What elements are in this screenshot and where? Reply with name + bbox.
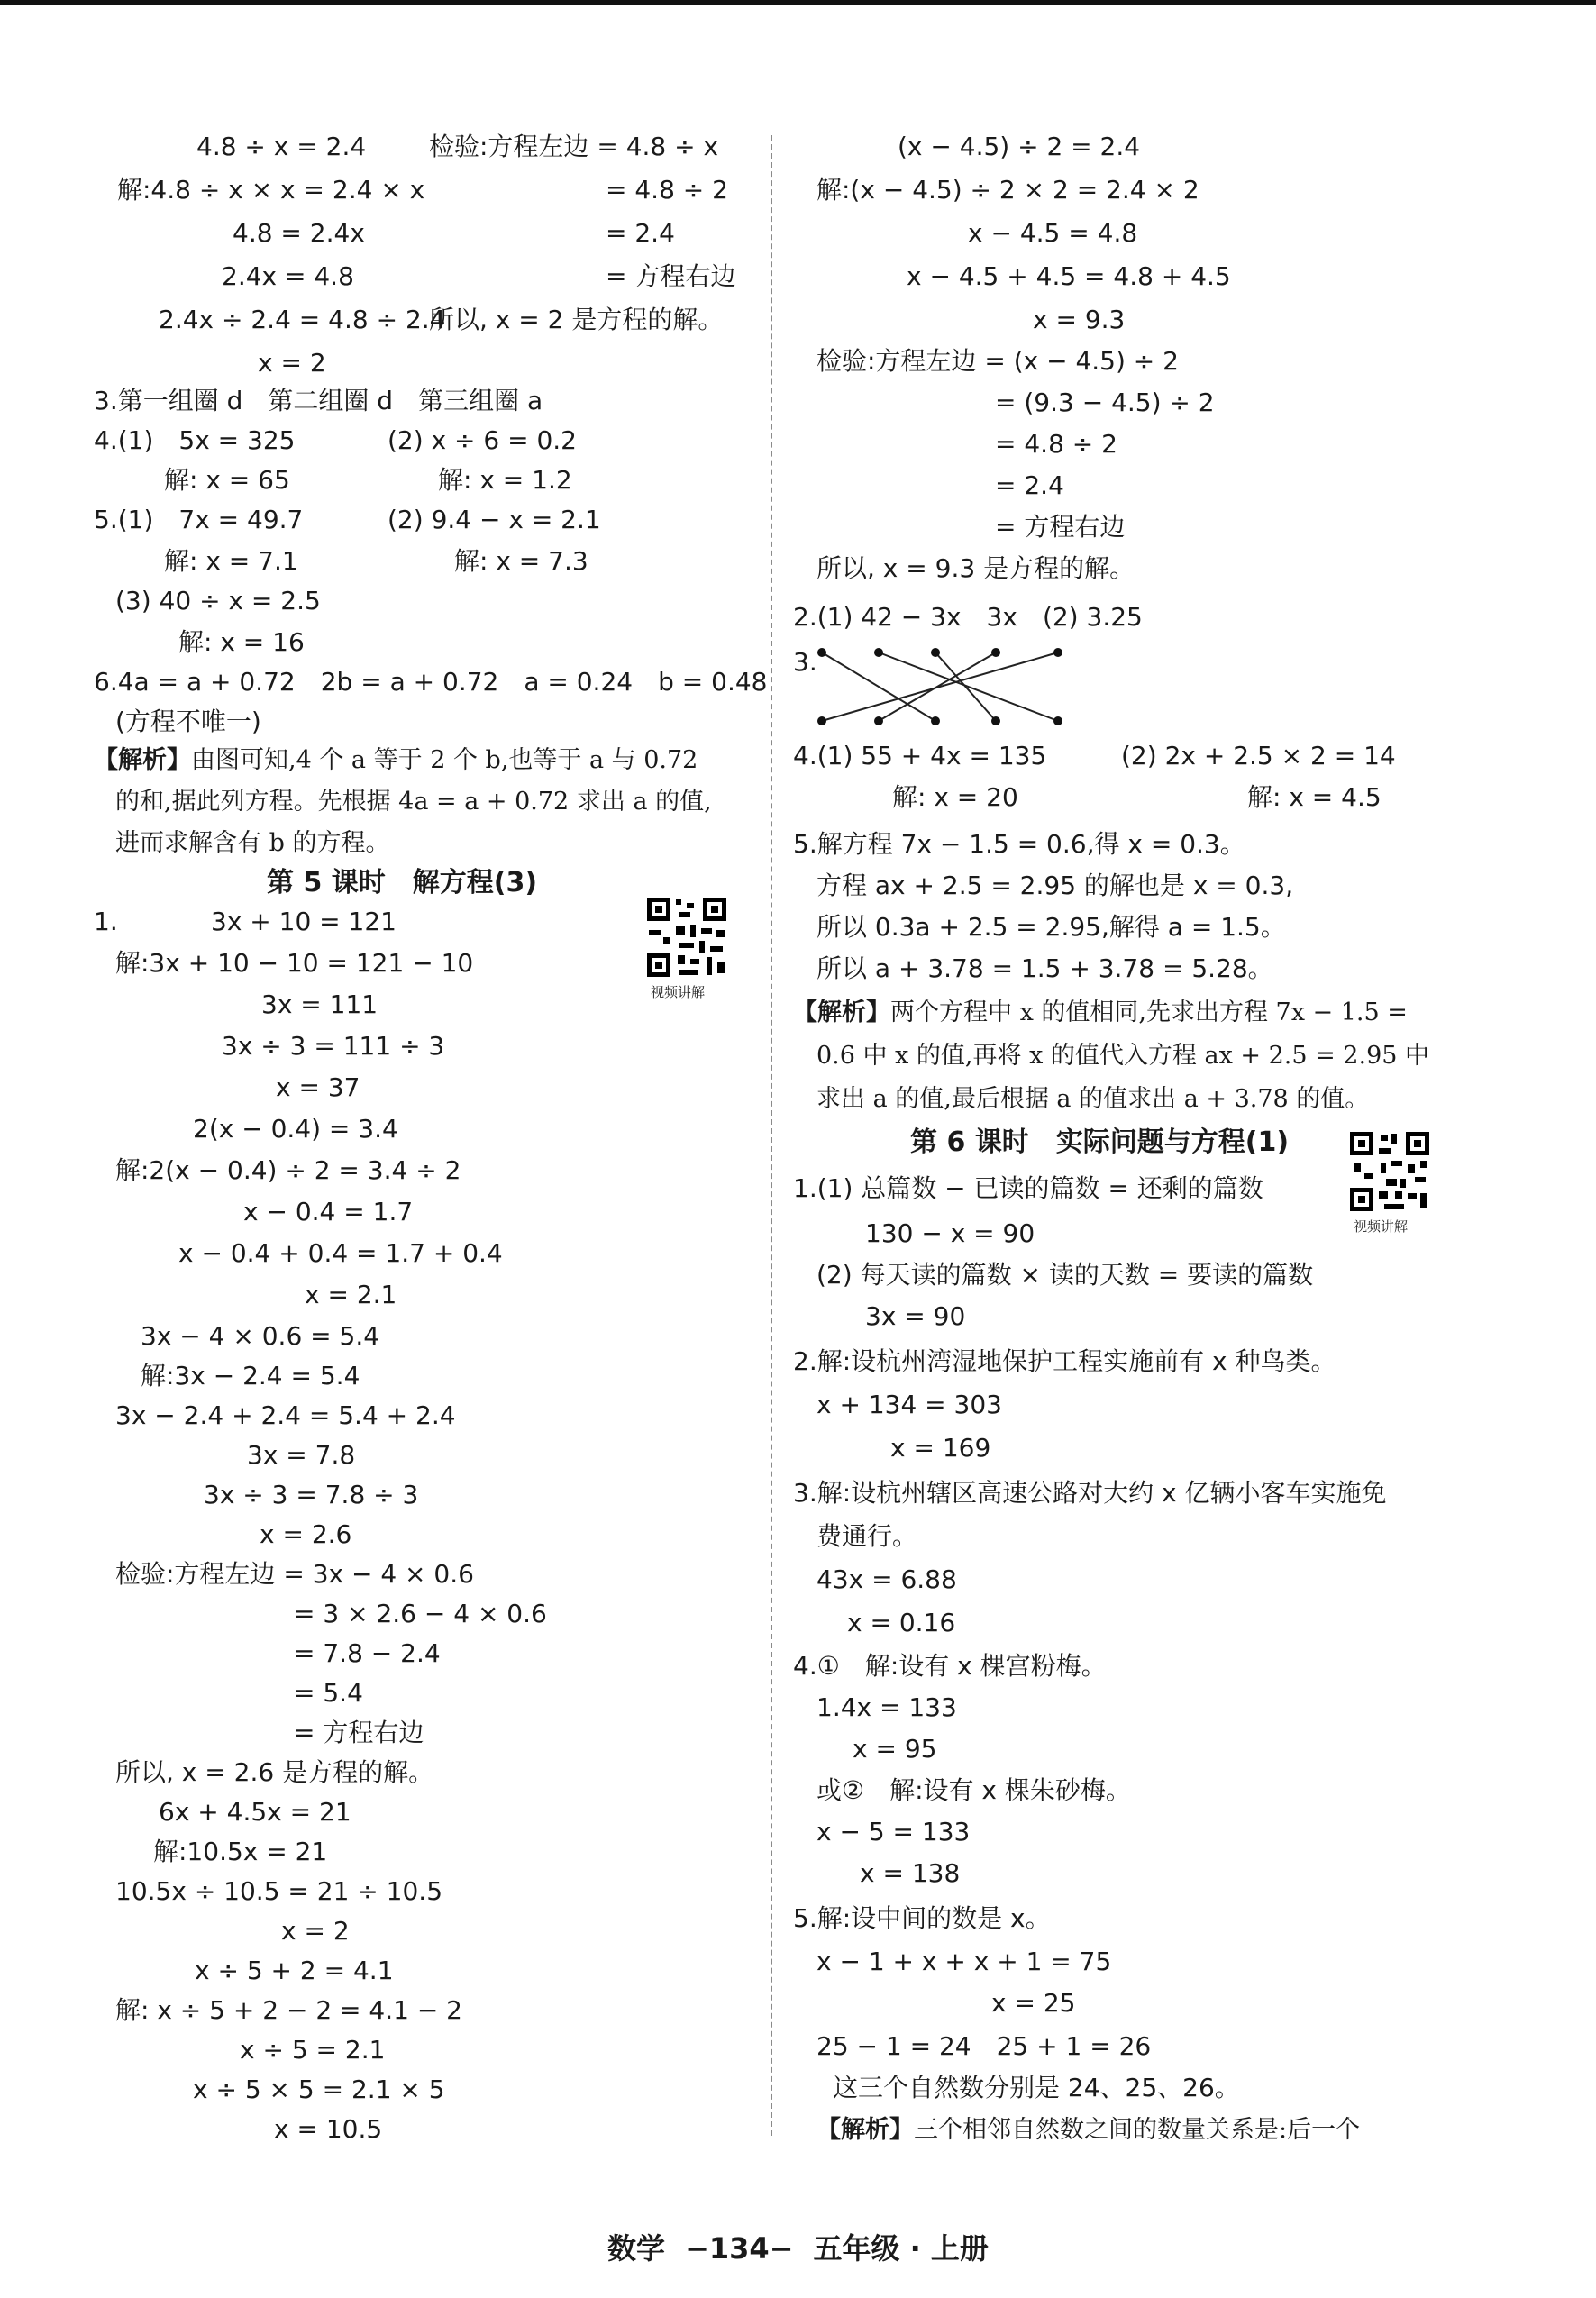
analysis-text: 0.6 中 x 的值,再将 x 的值代入方程 ax + 2.5 = 2.95 中	[816, 1042, 1430, 1070]
check-line: = 方程右边	[995, 512, 1126, 542]
question-5: x − 1 + x + x + 1 = 75	[816, 1947, 1112, 1976]
equation-line: 4.8 ÷ x = 2.4	[196, 132, 367, 161]
equation-line: x − 4.5 + 4.5 = 4.8 + 4.5	[907, 261, 1231, 291]
question-5: 5.解:设中间的数是 x。	[793, 1903, 1051, 1933]
match-line	[879, 652, 1058, 721]
column-divider	[771, 135, 772, 2136]
equation-line: x = 37	[276, 1072, 360, 1102]
match-dot	[1053, 716, 1062, 725]
match-dot	[874, 648, 883, 657]
analysis-text: 两个方程中 x 的值相同,先求出方程 7x − 1.5 =	[890, 999, 1408, 1026]
question-4: 4.① 解:设有 x 棵宫粉梅。	[793, 1651, 1107, 1681]
question-4b: (2) x ÷ 6 = 0.2	[388, 425, 577, 455]
question-4a-solution: 解: x = 20	[892, 782, 1018, 812]
footer-grade: 五年级 · 上册	[813, 2231, 989, 2266]
question-5c: (3) 40 ÷ x = 2.5	[115, 586, 321, 616]
match-dot	[931, 648, 940, 657]
analysis-text: 由图可知,4 个 a 等于 2 个 b,也等于 a 与 0.72	[191, 746, 698, 774]
question-2: x = 169	[890, 1433, 991, 1463]
question-4b-solution: 解: x = 1.2	[438, 465, 572, 495]
question-5c-solution: 解: x = 16	[178, 627, 305, 657]
question-4: 1.4x = 133	[816, 1692, 957, 1722]
equation-line: x ÷ 5 × 5 = 2.1 × 5	[193, 2075, 445, 2104]
matching-diagram	[811, 640, 1072, 730]
question-5a-solution: 解: x = 7.1	[164, 546, 298, 576]
question-3: 3.第一组圈 d 第二组圈 d 第三组圈 a	[94, 386, 543, 415]
check-line: 检验:方程左边 = (x − 4.5) ÷ 2	[816, 346, 1179, 376]
equation-line: x = 2.1	[305, 1280, 397, 1309]
qr-label: 视频讲解	[1354, 1218, 1409, 1235]
question-3: x = 0.16	[847, 1608, 956, 1637]
equation-line: x = 2.6	[260, 1519, 352, 1549]
question-number: 1.	[94, 907, 118, 936]
question-4b-solution: 解: x = 4.5	[1247, 782, 1382, 812]
question-5b: (2) 9.4 − x = 2.1	[388, 505, 601, 534]
equation-line: x = 9.3	[1033, 305, 1126, 334]
equation-line: 解:3x + 10 − 10 = 121 − 10	[115, 948, 474, 978]
check-line: = (9.3 − 4.5) ÷ 2	[995, 388, 1215, 417]
equation-line: 解:4.8 ÷ x × x = 2.4 × x	[117, 175, 425, 205]
question-1: 130 − x = 90	[865, 1218, 1035, 1248]
analysis-text: 三个相邻自然数之间的数量关系是:后一个	[914, 2116, 1361, 2144]
question-4a-solution: 解: x = 65	[164, 465, 290, 495]
analysis-note	[816, 2116, 1360, 2145]
lesson-5-title: 第 5 课时 解方程(3)	[267, 867, 538, 898]
check-line: = 4.8 ÷ 2	[995, 429, 1117, 459]
match-dot	[817, 648, 826, 657]
match-dot	[874, 716, 883, 725]
equation-line: 10.5x ÷ 10.5 = 21 ÷ 10.5	[115, 1876, 443, 1906]
equation-line: 解:10.5x = 21	[153, 1837, 328, 1866]
question-5: 这三个自然数分别是 24、25、26。	[833, 2073, 1240, 2102]
match-dot	[1053, 648, 1062, 657]
equation-line: x = 2	[258, 348, 326, 378]
question-2: 2.(1) 42 − 3x 3x (2) 3.25	[793, 602, 1143, 632]
match-line	[822, 652, 935, 721]
equation-line: 3x = 7.8	[247, 1440, 356, 1470]
equation-line: 6x + 4.5x = 21	[159, 1797, 351, 1827]
question-4a: 4.(1) 5x = 325	[94, 425, 296, 455]
question-2: 2.解:设杭州湾湿地保护工程实施前有 x 种鸟类。	[793, 1346, 1336, 1376]
question-1: 1.(1) 总篇数 − 已读的篇数 = 还剩的篇数	[793, 1173, 1263, 1203]
question-3: 费通行。	[816, 1521, 918, 1551]
question-1: 3x = 90	[865, 1301, 966, 1331]
question-3: 3.解:设杭州辖区高速公路对大约 x 亿辆小客车实施免	[793, 1478, 1387, 1508]
check-line: = 3 × 2.6 − 4 × 0.6	[294, 1599, 547, 1628]
equation-line: 3x = 111	[261, 989, 378, 1019]
question-4a: 4.(1) 55 + 4x = 135	[793, 741, 1047, 771]
equation-line: x ÷ 5 + 2 = 4.1	[195, 1956, 394, 1985]
page-number: −134−	[685, 2231, 794, 2266]
analysis-text: 进而求解含有 b 的方程。	[115, 829, 390, 857]
question-3: 43x = 6.88	[816, 1564, 957, 1594]
match-line	[935, 652, 996, 721]
question-4: x = 138	[860, 1858, 961, 1888]
qr-label: 视频讲解	[651, 984, 706, 1000]
equation-line: 3x − 2.4 + 2.4 = 5.4 + 2.4	[115, 1400, 456, 1430]
question-6-note: (方程不唯一)	[115, 707, 261, 736]
check-line: = 方程右边	[606, 261, 736, 291]
page-footer	[0, 2226, 1596, 2267]
check-line: = 7.8 − 2.4	[294, 1638, 441, 1668]
check-line: 所以, x = 2.6 是方程的解。	[115, 1757, 434, 1787]
question-4: 或② 解:设有 x 棵朱砂梅。	[816, 1775, 1131, 1805]
question-6: 6.4a = a + 0.72 2b = a + 0.72 a = 0.24 b = 0.48	[94, 667, 768, 697]
analysis-tag: 【解析】	[793, 999, 890, 1026]
question-5a: 5.(1) 7x = 49.7	[94, 505, 304, 534]
match-line	[822, 652, 1058, 721]
equation-line: x − 0.4 = 1.7	[243, 1197, 414, 1227]
qr-code-icon[interactable]	[1346, 1128, 1433, 1215]
equation-line: 2.4x = 4.8	[222, 261, 354, 291]
check-line: = 5.4	[294, 1678, 363, 1708]
equation-line: 3x ÷ 3 = 7.8 ÷ 3	[204, 1480, 419, 1509]
question-5b-solution: 解: x = 7.3	[454, 546, 588, 576]
equation-line: 2(x − 0.4) = 3.4	[193, 1114, 398, 1144]
equation-line: 解: x ÷ 5 + 2 − 2 = 4.1 − 2	[115, 1995, 463, 2025]
check-line: 所以, x = 2 是方程的解。	[429, 305, 724, 334]
question-2: x + 134 = 303	[816, 1390, 1002, 1419]
match-dot	[817, 716, 826, 725]
check-line: = 2.4	[606, 218, 675, 248]
equation-line: 解:2(x − 0.4) ÷ 2 = 3.4 ÷ 2	[115, 1155, 461, 1185]
equation-line: x ÷ 5 = 2.1	[240, 2035, 386, 2065]
equation-line: 3x − 4 × 0.6 = 5.4	[141, 1321, 380, 1351]
equation-line: x = 10.5	[274, 2114, 383, 2144]
question-3: 3.	[793, 647, 817, 677]
match-dot	[931, 716, 940, 725]
top-border	[0, 0, 1596, 5]
question-5: 所以 a + 3.78 = 1.5 + 3.78 = 5.28。	[816, 953, 1273, 983]
footer-subject: 数学	[607, 2231, 666, 2266]
question-5: 5.解方程 7x − 1.5 = 0.6,得 x = 0.3。	[793, 829, 1245, 859]
match-dot	[991, 648, 1000, 657]
equation-line: 解:(x − 4.5) ÷ 2 × 2 = 2.4 × 2	[816, 175, 1199, 205]
analysis-tag: 【解析】	[94, 746, 191, 774]
question-4: x − 5 = 133	[816, 1817, 971, 1847]
equation-line: 3x + 10 = 121	[211, 907, 397, 936]
equation-line: 2.4x ÷ 2.4 = 4.8 ÷ 2.4	[159, 305, 446, 334]
analysis-text: 求出 a 的值,最后根据 a 的值求出 a + 3.78 的值。	[816, 1085, 1370, 1113]
equation-line: x = 2	[281, 1916, 350, 1946]
check-line: = 2.4	[995, 470, 1064, 500]
equation-line: x − 4.5 = 4.8	[968, 218, 1138, 248]
question-4: x = 95	[853, 1734, 937, 1764]
analysis-note	[793, 999, 1408, 1027]
check-line: = 方程右边	[294, 1718, 424, 1747]
lesson-6-title: 第 6 课时 实际问题与方程(1)	[910, 1126, 1290, 1158]
equation-line: 3x ÷ 3 = 111 ÷ 3	[222, 1031, 445, 1061]
question-5: 所以 0.3a + 2.5 = 2.95,解得 a = 1.5。	[816, 912, 1286, 942]
equation-line: 4.8 = 2.4x	[233, 218, 365, 248]
check-line: 检验:方程左边 = 4.8 ÷ x	[429, 132, 719, 161]
check-line: = 4.8 ÷ 2	[606, 175, 728, 205]
question-1: (2) 每天读的篇数 × 读的天数 = 要读的篇数	[816, 1260, 1314, 1290]
analysis-text: 的和,据此列方程。先根据 4a = a + 0.72 求出 a 的值,	[115, 788, 712, 816]
check-line: 所以, x = 9.3 是方程的解。	[816, 553, 1135, 583]
question-4b: (2) 2x + 2.5 × 2 = 14	[1121, 741, 1396, 771]
equation-line: 解:3x − 2.4 = 5.4	[141, 1361, 360, 1391]
analysis-tag: 【解析】	[816, 2116, 914, 2144]
qr-code-icon[interactable]	[643, 894, 730, 980]
match-dot	[991, 716, 1000, 725]
check-line: 检验:方程左边 = 3x − 4 × 0.6	[115, 1559, 474, 1589]
question-5: x = 25	[991, 1988, 1076, 2018]
equation-line: x − 0.4 + 0.4 = 1.7 + 0.4	[178, 1238, 503, 1268]
equation-line: (x − 4.5) ÷ 2 = 2.4	[898, 132, 1141, 161]
question-5: 25 − 1 = 24 25 + 1 = 26	[816, 2031, 1152, 2061]
analysis-note	[94, 746, 698, 775]
question-5: 方程 ax + 2.5 = 2.95 的解也是 x = 0.3,	[816, 871, 1294, 900]
